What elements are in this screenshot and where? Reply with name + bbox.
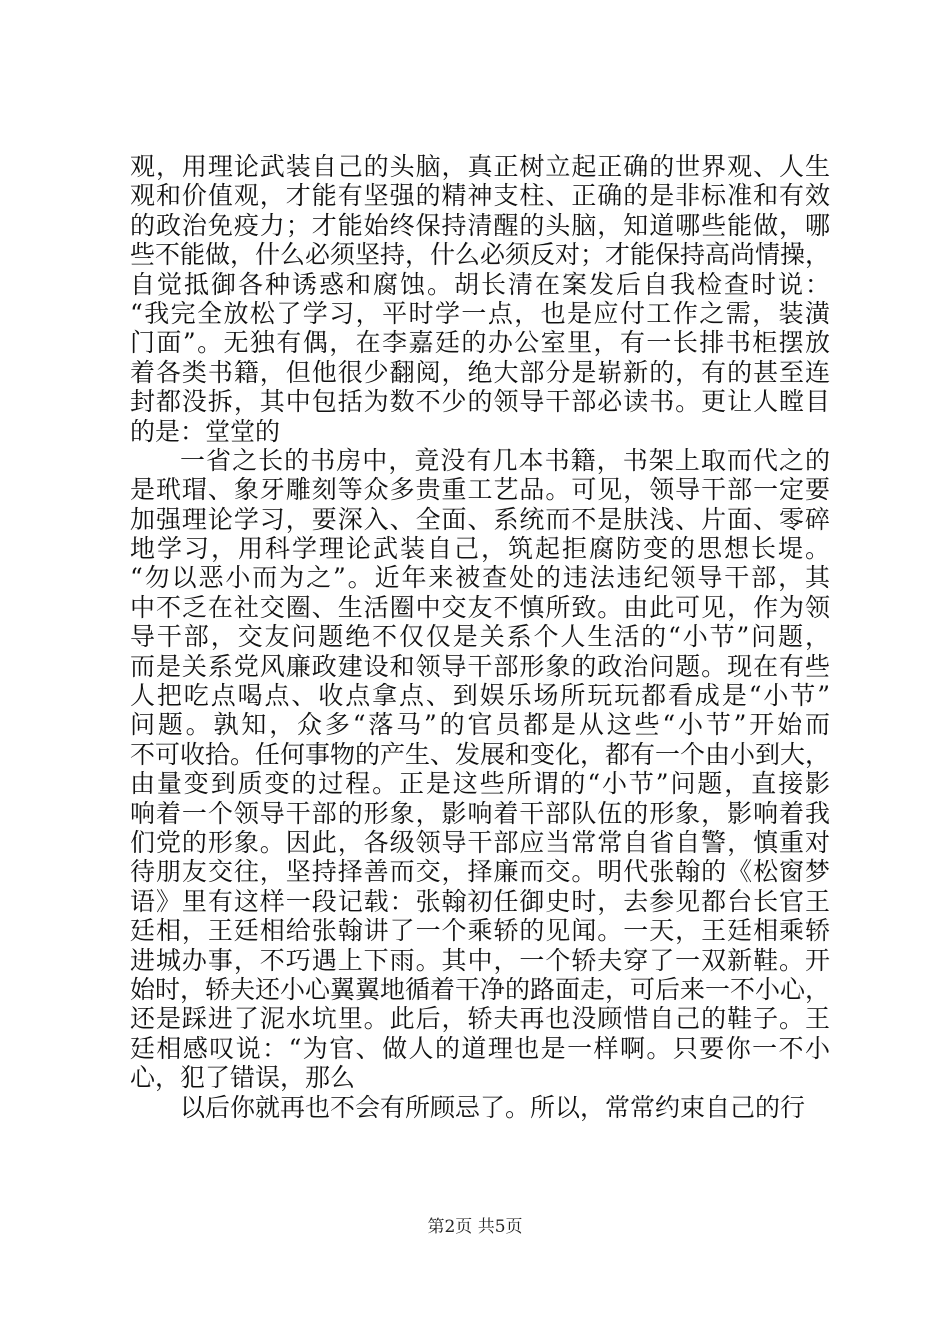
text-line: 进城办事，不巧遇上下雨。其中，一个轿夫穿了一双新鞋。开	[130, 945, 830, 975]
text-line: 以后你就再也不会有所顾忌了。所以，常常约束自己的行	[180, 1092, 806, 1122]
text-line: 廷相感叹说：“为官、做人的道理也是一样啊。只要你一不小	[130, 1033, 830, 1063]
text-line: 一省之长的书房中，竟没有几本书籍，书架上取而代之的	[180, 445, 830, 475]
page-number-footer: 第2页 共5页	[427, 1217, 523, 1237]
text-line: 地学习，用科学理论武装自己，筑起拒腐防变的思想长堤。	[130, 534, 830, 564]
text-line: 自觉抵御各种诱惑和腐蚀。胡长清在案发后自我检查时说：	[130, 269, 830, 299]
text-line: 待朋友交往，坚持择善而交，择廉而交。明代张翰的《松窗梦	[130, 857, 830, 887]
text-line: 封都没拆，其中包括为数不少的领导干部必读书。更让人瞠目	[130, 387, 830, 417]
text-line: 着各类书籍，但他很少翻阅，绝大部分是崭新的，有的甚至连	[130, 357, 830, 387]
text-line: 观和价值观，才能有坚强的精神支柱、正确的是非标准和有效	[130, 181, 830, 211]
text-line: 始时，轿夫还小心翼翼地循着干净的路面走，可后来一不小心，	[130, 974, 830, 1004]
text-line: “勿以恶小而为之”。近年来被查处的违法违纪领导干部，其	[130, 563, 830, 593]
text-line: 加强理论学习，要深入、全面、系统而不是肤浅、片面、零碎	[130, 504, 830, 534]
text-line: 人把吃点喝点、收点拿点、到娱乐场所玩玩都看成是“小节”	[130, 681, 830, 711]
text-line: 门面”。无独有偶，在李嘉廷的办公室里，有一长排书柜摆放	[130, 328, 830, 358]
body-text	[130, 152, 830, 1122]
text-line: 的是：堂堂的	[130, 416, 281, 446]
text-line: 心，犯了错误，那么	[130, 1063, 356, 1093]
text-line: 是玳瑁、象牙雕刻等众多贵重工艺品。可见，领导干部一定要	[130, 475, 830, 505]
text-line: 语》里有这样一段记载：张翰初任御史时，去参见都台长官王	[130, 886, 830, 916]
text-line: 由量变到质变的过程。正是这些所谓的“小节”问题，直接影	[130, 769, 830, 799]
text-line: 还是踩进了泥水坑里。此后，轿夫再也没顾惜自己的鞋子。王	[130, 1004, 830, 1034]
text-line: “我完全放松了学习，平时学一点，也是应付工作之需，装潢	[130, 298, 830, 328]
text-line: 中不乏在社交圈、生活圈中交友不慎所致。由此可见，作为领	[130, 592, 830, 622]
text-line: 的政治免疫力；才能始终保持清醒的头脑，知道哪些能做，哪	[130, 210, 830, 240]
text-line: 廷相，王廷相给张翰讲了一个乘轿的见闻。一天，王廷相乘轿	[130, 916, 830, 946]
text-line: 不可收拾。任何事物的产生、发展和变化，都有一个由小到大，	[130, 739, 830, 769]
text-line: 们党的形象。因此，各级领导干部应当常常自省自警，慎重对	[130, 827, 830, 857]
text-line: 问题。孰知，众多“落马”的官员都是从这些“小节”开始而	[130, 710, 830, 740]
text-line: 导干部，交友问题绝不仅仅是关系个人生活的“小节”问题，	[130, 622, 830, 652]
text-line: 而是关系党风廉政建设和领导干部形象的政治问题。现在有些	[130, 651, 830, 681]
text-line: 观，用理论武装自己的头脑，真正树立起正确的世界观、人生	[130, 152, 830, 181]
text-line: 些不能做，什么必须坚持，什么必须反对；才能保持高尚情操，	[130, 240, 830, 270]
text-line: 响着一个领导干部的形象，影响着干部队伍的形象，影响着我	[130, 798, 830, 828]
